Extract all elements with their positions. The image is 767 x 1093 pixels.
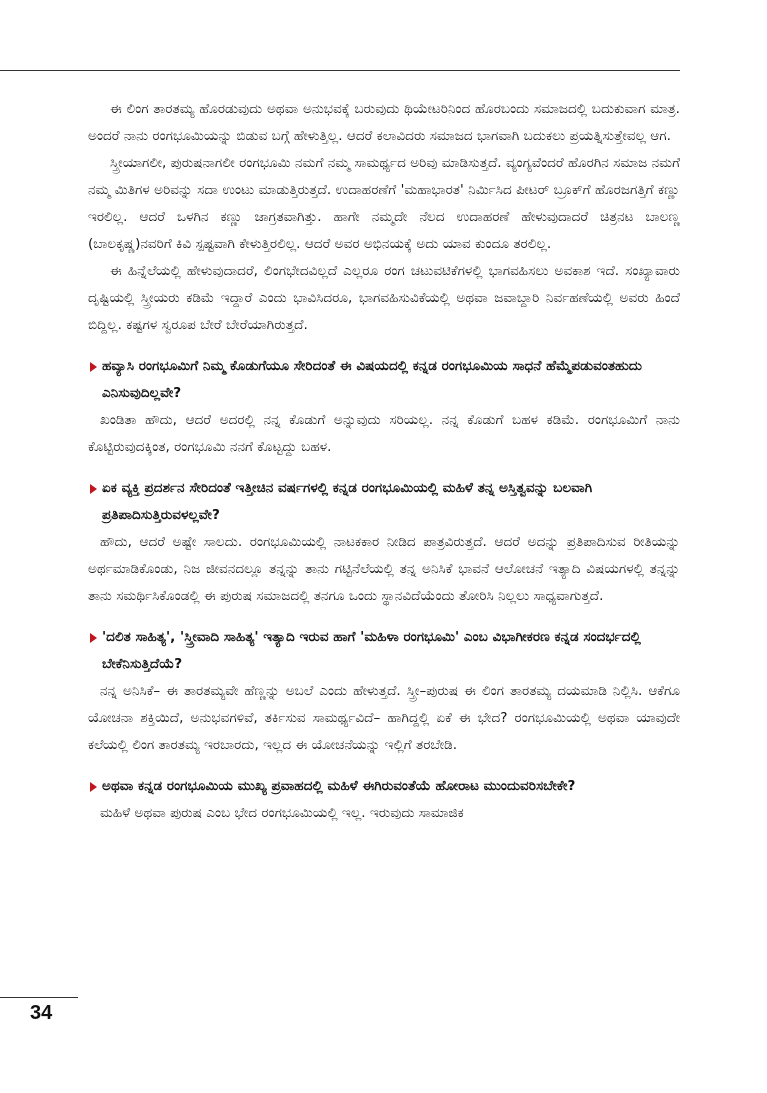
article-body [88,96,680,827]
qa-block [88,773,680,827]
page-number: 34 [30,1002,53,1024]
answer: ನನ್ನ ಅನಿಸಿಕೆ– ಈ ತಾರತಮ್ಯವೇ ಹೆಣ್ಣನ್ನು ಅಬಲೆ ಎಂದು ಹೇಳುತ್ತದೆ. ಸ್ತ್ರೀ–ಪುರುಷ ಈ ಲಿಂಗ ತಾರತಮ್ಯ ದಯಮಾಡಿ ನಿಲ್ಲಿಸಿ. ಆಕೆಗೂ ಯೋಚನಾ ಶಕ್ತಿಯಿದೆ, ಅನುಭವಗಳಿವೆ, ತರ್ಕಿಸುವ ಸಾಮರ್ಥ್ಯವಿದೆ– ಹಾಗಿದ್ದಲ್ಲಿ ಏಕೆ ಈ ಭೇದ? ರಂಗಭೂಮಿಯಲ್ಲಿ ಅಥವಾ ಯಾವುದೇ ಕಲೆಯಲ್ಲಿ ಲಿಂಗ ತಾರತಮ್ಯ ಇರಬಾರದು, ಇಲ್ಲದ ಈ ಯೋಚನೆಯನ್ನು ಇಲ್ಲಿಗೆ ತರಬೇಡಿ. [88,683,680,753]
paragraph: ಸ್ತ್ರೀಯಾಗಲೀ, ಪುರುಷನಾಗಲೀ ರಂಗಭೂಮಿ ನಮಗೆ ನಮ್ಮ ಸಾಮರ್ಥ್ಯದ ಅರಿವು ಮಾಡಿಸುತ್ತದೆ. ವ್ಯಂಗ್ಯವೆಂದರೆ ಹೊರಗಿನ ಸಮಾಜ ನಮಗೆ ನಮ್ಮ ಮಿತಿಗಳ ಅರಿವನ್ನು ಸದಾ ಉಂಟು ಮಾಡುತ್ತಿರುತ್ತದೆ. ಉದಾಹರಣೆಗೆ 'ಮಹಾಭಾರತ' ನಿರ್ಮಿಸಿದ ಪೀಟರ್ ಬ್ರೂಕ್‌ಗೆ ಹೊರಜಗತ್ತಿಗೆ ಕಣ್ಣು ಇರಲಿಲ್ಲ. ಆದರೆ ಒಳಗಿನ ಕಣ್ಣು ಜಾಗ್ರತವಾಗಿತ್ತು. ಹಾಗೇ ನಮ್ಮದೇ ನೆಲದ ಉದಾಹರಣೆ ಹೇಳುವುದಾದರೆ ಚಿತ್ರನಟ ಬಾಲಣ್ಣ (ಬಾಲಕೃಷ್ಣ)ನವರಿಗೆ ಕಿವಿ ಸ್ಪಷ್ಟವಾಗಿ ಕೇಳುತ್ತಿರಲಿಲ್ಲ. ಆದರೆ ಅವರ ಅಭಿನಯಕ್ಕೆ ಅದು ಯಾವ ಕುಂದೂ ತರಲಿಲ್ಲ. [88,155,680,252]
question-text: 'ದಲಿತ ಸಾಹಿತ್ಯ', 'ಸ್ತ್ರೀವಾದಿ ಸಾಹಿತ್ಯ' ಇತ್ಯಾದಿ ಇರುವ ಹಾಗೆ 'ಮಹಿಳಾ ರಂಗಭೂಮಿ' ಎಂಬ ವಿಭಾಗೀಕರಣ ಕನ್ನಡ ಸಂದರ್ಭದಲ್ಲಿ ಬೇಕೆನಿಸುತ್ತಿದೆಯೆ? [102,629,641,672]
answer: ಮಹಿಳೆ ಅಥವಾ ಪುರುಷ ಎಂಬ ಭೇದ ರಂಗಭೂಮಿಯಲ್ಲಿ ಇಲ್ಲ. ಇರುವುದು ಸಾಮಾಜಿಕ [100,805,464,821]
bottom-rule [0,997,78,998]
top-rule [0,70,680,71]
answer: ಹೌದು, ಆದರೆ ಅಷ್ಟೇ ಸಾಲದು. ರಂಗಭೂಮಿಯಲ್ಲಿ ನಾಟಕಕಾರ ನೀಡಿದ ಪಾತ್ರವಿರುತ್ತದೆ. ಆದರೆ ಅದನ್ನು ಪ್ರತಿಪಾದಿಸುವ ರೀತಿಯನ್ನು ಅರ್ಥಮಾಡಿಕೊಂಡು, ನಿಜ ಜೀವನದಲ್ಲೂ ತನ್ನನ್ನು ತಾನು ಗಟ್ಟಿನೆಲೆಯಲ್ಲಿ ತನ್ನ ಅನಿಸಿಕೆ ಭಾವನೆ ಆಲೋಚನೆ ಇತ್ಯಾದಿ ವಿಷಯಗಳಲ್ಲಿ ತನ್ನನ್ನು ತಾನು ಸಮರ್ಥಿಸಿಕೊಂಡಲ್ಲಿ ಈ ಪುರುಷ ಸಮಾಜದಲ್ಲಿ ತನಗೂ ಒಂದು ಸ್ಥಾನವಿದೆಯೆಂದು ತೋರಿಸಿ ನಿಲ್ಲಲು ಸಾಧ್ಯವಾಗುತ್ತದೆ. [88,534,680,604]
paragraph: ಈ ಹಿನ್ನೆಲೆಯಲ್ಲಿ ಹೇಳುವುದಾದರೆ, ಲಿಂಗಭೇದವಿಲ್ಲದೆ ಎಲ್ಲರೂ ರಂಗ ಚಟುವಟಿಕೆಗಳಲ್ಲಿ ಭಾಗವಹಿಸಲು ಅವಕಾಶ ಇದೆ. ಸಂಖ್ಯಾವಾರು ದೃಷ್ಟಿಯಲ್ಲಿ ಸ್ತ್ರೀಯರು ಕಡಿಮೆ ಇದ್ದಾರೆ ಎಂದು ಭಾವಿಸಿದರೂ, ಭಾಗವಹಿಸುವಿಕೆಯಲ್ಲಿ ಅಥವಾ ಜವಾಬ್ದಾರಿ ನಿರ್ವಹಣೆಯಲ್ಲಿ ಅವರು ಹಿಂದೆ ಬಿದ್ದಿಲ್ಲ. ಕಷ್ಟಗಳ ಸ್ವರೂಪ ಬೇರೆ ಬೇರೆಯಾಗಿರುತ್ತದೆ. [88,263,680,333]
qa-block [88,353,680,461]
paragraph: ಈ ಲಿಂಗ ತಾರತಮ್ಯ ಹೊರಡುವುದು ಅಥವಾ ಅನುಭವಕ್ಕೆ ಬರುವುದು ಥಿಯೇಟರಿನಿಂದ ಹೊರಬಂದು ಸಮಾಜದಲ್ಲಿ ಬದುಕುವಾಗ ಮಾತ್ರ. ಅಂದರೆ ನಾನು ರಂಗಭೂಮಿಯನ್ನು ಬಿಡುವ ಬಗ್ಗೆ ಹೇಳುತ್ತಿಲ್ಲ. ಆದರೆ ಕಲಾವಿದರು ಸಮಾಜದ ಭಾಗವಾಗಿ ಬದುಕಲು ಪ್ರಯತ್ನಿಸುತ್ತೇವಲ್ಲ ಆಗ. [88,101,680,144]
qa-block [88,475,680,610]
red-triangle-bullet-icon [90,782,97,792]
red-triangle-bullet-icon [90,484,97,494]
answer: ಖಂಡಿತಾ ಹೌದು, ಆದರೆ ಅದರಲ್ಲಿ ನನ್ನ ಕೊಡುಗೆ ಅನ್ನುವುದು ಸರಿಯಲ್ಲ. ನನ್ನ ಕೊಡುಗೆ ಬಹಳ ಕಡಿಮೆ. ರಂಗಭೂಮಿಗೆ ನಾನು ಕೊಟ್ಟಿರುವುದಕ್ಕಿಂತ, ರಂಗಭೂಮಿ ನನಗೆ ಕೊಟ್ಟದ್ದು ಬಹಳ. [88,412,680,455]
question-text: ಹವ್ಯಾಸಿ ರಂಗಭೂಮಿಗೆ ನಿಮ್ಮ ಕೊಡುಗೆಯೂ ಸೇರಿದಂತೆ ಈ ವಿಷಯದಲ್ಲಿ ಕನ್ನಡ ರಂಗಭೂಮಿಯ ಸಾಧನೆ ಹೆಮ್ಮೆಪಡುವಂತಹುದು ಎನಿಸುವುದಿಲ್ಲವೇ? [102,358,642,401]
question [88,624,680,678]
question [88,353,680,407]
question-text: ಏಕ ವ್ಯಕ್ತಿ ಪ್ರದರ್ಶನ ಸೇರಿದಂತೆ ಇತ್ತೀಚಿನ ವರ್ಷಗಳಲ್ಲಿ ಕನ್ನಡ ರಂಗಭೂಮಿಯಲ್ಲಿ ಮಹಿಳೆ ತನ್ನ ಅಸ್ತಿತ್ವವನ್ನು ಬಲವಾಗಿ ಪ್ರತಿಪಾದಿಸುತ್ತಿರುವಳಲ್ಲವೇ? [102,480,593,523]
red-triangle-bullet-icon [90,362,97,372]
red-triangle-bullet-icon [90,633,97,643]
question-text: ಅಥವಾ ಕನ್ನಡ ರಂಗಭೂಮಿಯ ಮುಖ್ಯ ಪ್ರವಾಹದಲ್ಲಿ ಮಹಿಳೆ ಈಗಿರುವಂತೆಯೆ ಹೋರಾಟ ಮುಂದುವರಿಸಬೇಕೇ? [102,778,576,794]
qa-block [88,624,680,759]
question [88,773,680,800]
question [88,475,680,529]
